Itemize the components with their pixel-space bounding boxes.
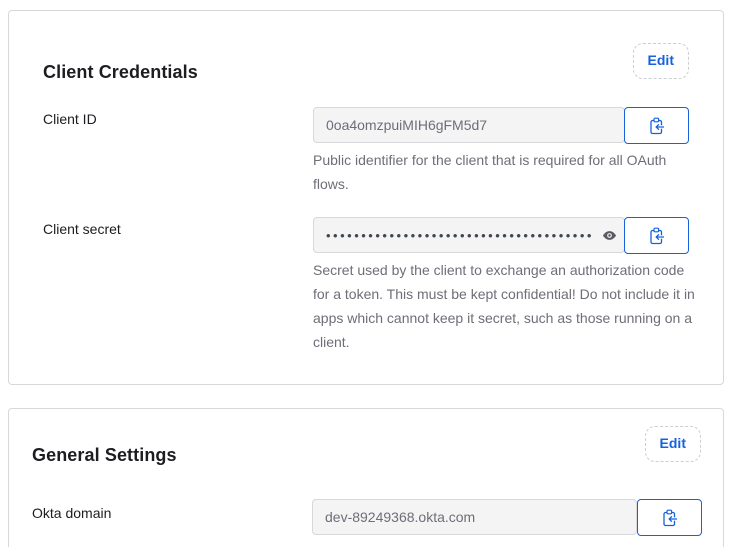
client-id-input-wrap	[313, 107, 625, 143]
client-secret-input[interactable]	[313, 217, 625, 253]
client-secret-input-wrap	[313, 217, 625, 253]
edit-client-credentials-link[interactable]: Edit	[647, 52, 674, 68]
clipboard-copy-icon	[648, 227, 665, 245]
general-settings-title: General Settings	[32, 445, 177, 465]
okta-domain-input-wrap	[312, 499, 637, 535]
copy-client-id-button[interactable]	[624, 107, 689, 144]
edit-client-credentials-outline	[633, 43, 689, 79]
okta-domain-input[interactable]	[312, 499, 637, 535]
client-secret-help-text: Secret used by the client to exchange an authorization code for a token. This must be kept confidential! Do not include it in apps which cannot keep it secret, such as those running on a client.	[313, 262, 695, 350]
edit-general-settings-outline	[645, 426, 701, 462]
client-secret-label: Client secret	[43, 221, 121, 237]
general-settings-card	[8, 408, 724, 547]
client-credentials-title: Client Credentials	[43, 62, 198, 82]
edit-general-settings-link[interactable]: Edit	[659, 435, 686, 451]
client-id-label: Client ID	[43, 111, 97, 127]
client-id-help-text: Public identifier for the client that is required for all OAuth flows.	[313, 152, 667, 192]
copy-okta-domain-button[interactable]	[637, 499, 702, 536]
reveal-secret-button[interactable]	[599, 225, 619, 245]
client-id-input[interactable]	[313, 107, 625, 143]
eye-icon	[602, 228, 617, 243]
client-credentials-card	[8, 10, 724, 385]
okta-domain-label: Okta domain	[32, 505, 112, 521]
clipboard-copy-icon	[661, 509, 678, 527]
copy-client-secret-button[interactable]	[624, 217, 689, 254]
clipboard-copy-icon	[648, 117, 665, 135]
